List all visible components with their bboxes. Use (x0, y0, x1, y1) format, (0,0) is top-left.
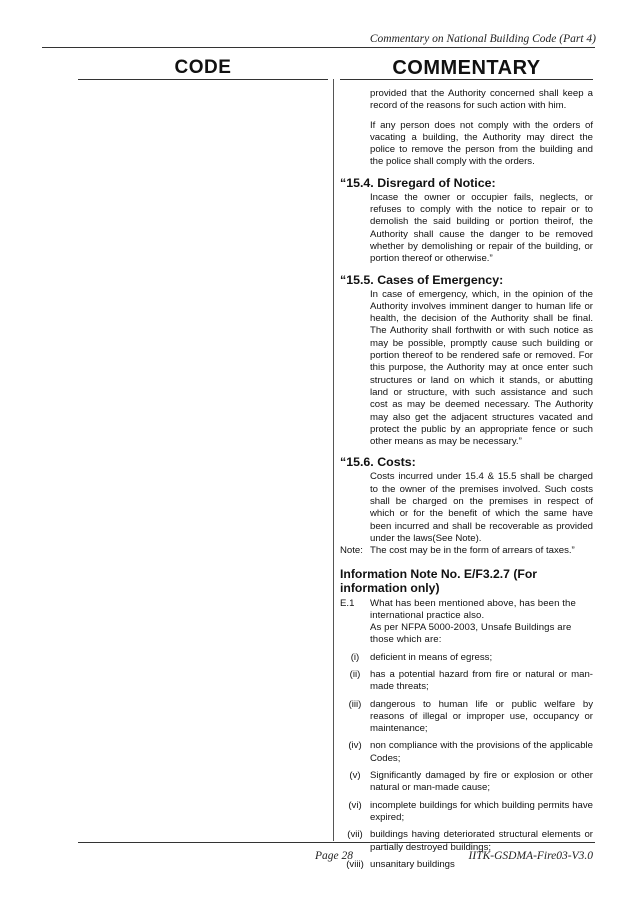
note-label: Note: (340, 545, 363, 557)
running-header: Commentary on National Building Code (Part 4) (369, 33, 596, 45)
information-note-heading: Information Note No. E/F3.2.7 (For information only) (340, 566, 538, 595)
commentary-column-heading: COMMENTARY (392, 57, 541, 79)
paragraph-record-reasons: provided that the Authority concerned shall keep a record of the reasons for such action with him. (370, 88, 593, 112)
section-15-6-heading: “15.6. Costs: (340, 455, 416, 470)
list-item (340, 652, 593, 664)
section-15-4-heading: “15.4. Disregard of Notice: (340, 175, 496, 190)
list-item-number: (vii) (347, 829, 363, 841)
section-15-4-text: Incase the owner or occupier fails, neglects, or refuses to comply with the notice to repair or to demolish the said building or portion theirof, the Authority shall cause the danger to be removed whether by demolishing or repair of the building, or portion thereof or otherwise.” (370, 191, 593, 265)
list-item-text: non compliance with the provisions of the applicable Codes; (370, 740, 593, 764)
list-item-number: (v) (349, 770, 361, 782)
document-id: IITK-GSDMA-Fire03-V3.0 (468, 850, 593, 862)
e1-text-block (370, 598, 593, 647)
footer-rule (78, 842, 595, 843)
page-number: Page 28 (315, 850, 354, 862)
code-heading-rule (78, 79, 328, 80)
list-item-text: buildings having deteriorated structural elements or partially destroyed buildings; (370, 829, 593, 853)
list-item-text: incomplete buildings for which building permits have expired; (370, 799, 593, 823)
e1-text-nfpa: As per NFPA 5000-2003, Unsafe Buildings are those which are: (370, 622, 572, 646)
note-text: The cost may be in the form of arrears of taxes.” (370, 545, 575, 557)
list-item-number: (iv) (348, 740, 362, 752)
list-item-number: (ii) (349, 668, 361, 680)
section-15-6-text: Costs incurred under 15.4 & 15.5 shall be charged to the owner of the premises involved. Such costs shall be charged on the premises in respect of which or for the benefit of which the same have been incurred and shall be recoverable as provided under the laws(See Note). (370, 471, 593, 544)
list-item-number: (vi) (348, 799, 362, 811)
list-item (340, 740, 593, 765)
code-column-heading: CODE (174, 57, 232, 78)
list-item-text: deficient in means of egress; (370, 651, 493, 663)
note (340, 545, 593, 557)
section-15-5-heading: “15.5. Cases of Emergency: (340, 272, 504, 287)
e1-text: What has been mentioned above, has been the international practice also. (370, 597, 576, 621)
list-item (340, 669, 593, 694)
list-item-text: Significantly damaged by fire or explosion or other natural or man-made cause; (370, 770, 593, 794)
list-item-text: unsanitary buildings (370, 858, 455, 870)
column-divider (333, 79, 334, 841)
list-item (340, 800, 593, 825)
header-rule (42, 47, 595, 48)
list-item-text: dangerous to human life or public welfare by reasons of illegal or improper use, occupancy or maintenance; (370, 698, 593, 735)
list-item-number: (viii) (346, 858, 364, 870)
commentary-heading-rule (340, 79, 593, 80)
list-item (340, 699, 593, 736)
e1-label: E.1 (340, 597, 355, 609)
list-item-text: has a potential hazard from fire or natural or man-made threats; (370, 668, 593, 693)
section-15-5-text: In case of emergency, which, in the opinion of the Authority involves imminent danger to human life or health, the decision of the Authority shall be final. The Authority shall forthwith or with such notice as may be possible, promptly cause such building or portion thereof to be rendered safe or removed. For this purpose, the Authority may at once enter such structures or land on which it stands, or abutting land or structure, with such assistance and such cost as may be deemed necessary. The Authority may also get the adjacent structures vacated and protect the public by an appropriate fence or such other means as may be necessary.” (370, 288, 593, 448)
commentary-body (340, 88, 593, 876)
list-item (340, 770, 593, 795)
paragraph-vacating-orders: If any person does not comply with the orders of vacating a building, the Authority may direct the police to remove the person from the building and the police shall comply with the orders. (370, 119, 593, 168)
e1-entry (340, 598, 593, 647)
unsafe-building-list (340, 652, 593, 871)
list-item-number: (i) (350, 651, 360, 663)
list-item-number: (iii) (348, 698, 362, 710)
